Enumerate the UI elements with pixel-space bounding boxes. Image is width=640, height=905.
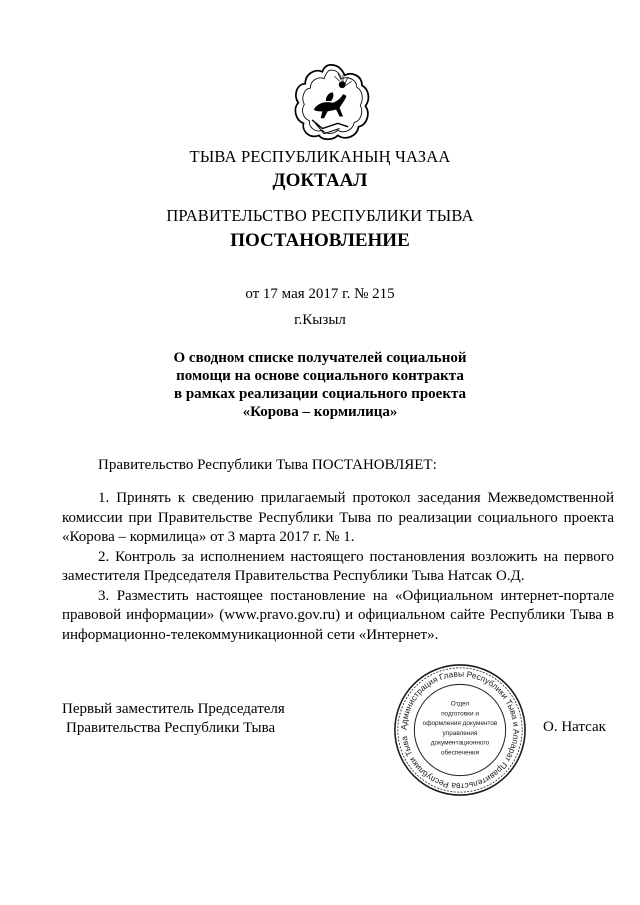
resolution-item: 3. Разместить настоящее постановление на «Официальном интернет-портале правовой информации» (www.pravo.gov.ru) и официальном сайте Республики Тыва в информационно-телекоммуникационной сети «Интернет».: [62, 587, 614, 643]
title-line: О сводном списке получателей социальной: [173, 350, 467, 366]
coat-of-arms-icon: [288, 58, 374, 144]
official-stamp-icon: [392, 662, 528, 798]
header-doktaal: ДОКТААЛ: [272, 170, 368, 191]
signatory-title: [62, 700, 285, 738]
title-line: помощи на основе социального контракта: [176, 368, 464, 384]
date-number: от 17 мая 2017 г. № 215: [245, 286, 395, 302]
resolution-item: 2. Контроль за исполнением настоящего постановления возложить на первого заместителя Председателя Правительства Республики Тыва Натсак О.Д.: [62, 548, 614, 584]
stamp-inner-line: документационного: [430, 739, 490, 747]
resolution-items: [62, 489, 614, 645]
title-line: в рамках реализации социального проекта: [173, 386, 467, 402]
stamp-inner-line: подготовки и: [441, 710, 479, 718]
stamp-inner-line: Отдел: [450, 700, 470, 708]
header-postanovlenie: ПОСТАНОВЛЕНИЕ: [230, 230, 410, 251]
title-line: «Корова – кормилица»: [242, 404, 398, 420]
stamp-ring-text: Администрация Главы Республики Тыва и Аппарат Правительства Республики Тыва: [398, 668, 522, 792]
intro-paragraph: Правительство Республики Тыва ПОСТАНОВЛЯЕТ:: [98, 457, 437, 473]
document-title: [140, 349, 500, 421]
header-tyva-line: ТЫВА РЕСПУБЛИКАНЫҢ ЧАЗАА: [189, 147, 451, 166]
city: г.Кызыл: [294, 312, 346, 328]
stamp-inner-line: обеспечения: [440, 749, 480, 757]
signatory-title-line: Правительства Республики Тыва: [66, 720, 276, 736]
resolution-item: 1. Принять к сведению прилагаемый протокол заседания Межведомственной комиссии при Правительстве Республики Тыва по реализации социального проекта «Корова – кормилица» от 3 марта 2017 г. № 1.: [62, 490, 614, 545]
signatory-title-line: Первый заместитель Председателя: [62, 701, 285, 717]
signatory-name: О. Натсак: [543, 719, 606, 735]
header-government: ПРАВИТЕЛЬСТВО РЕСПУБЛИКИ ТЫВА: [166, 206, 474, 225]
stamp-inner-line: оформления документов: [422, 720, 498, 728]
stamp-inner-line: управления: [442, 729, 478, 737]
